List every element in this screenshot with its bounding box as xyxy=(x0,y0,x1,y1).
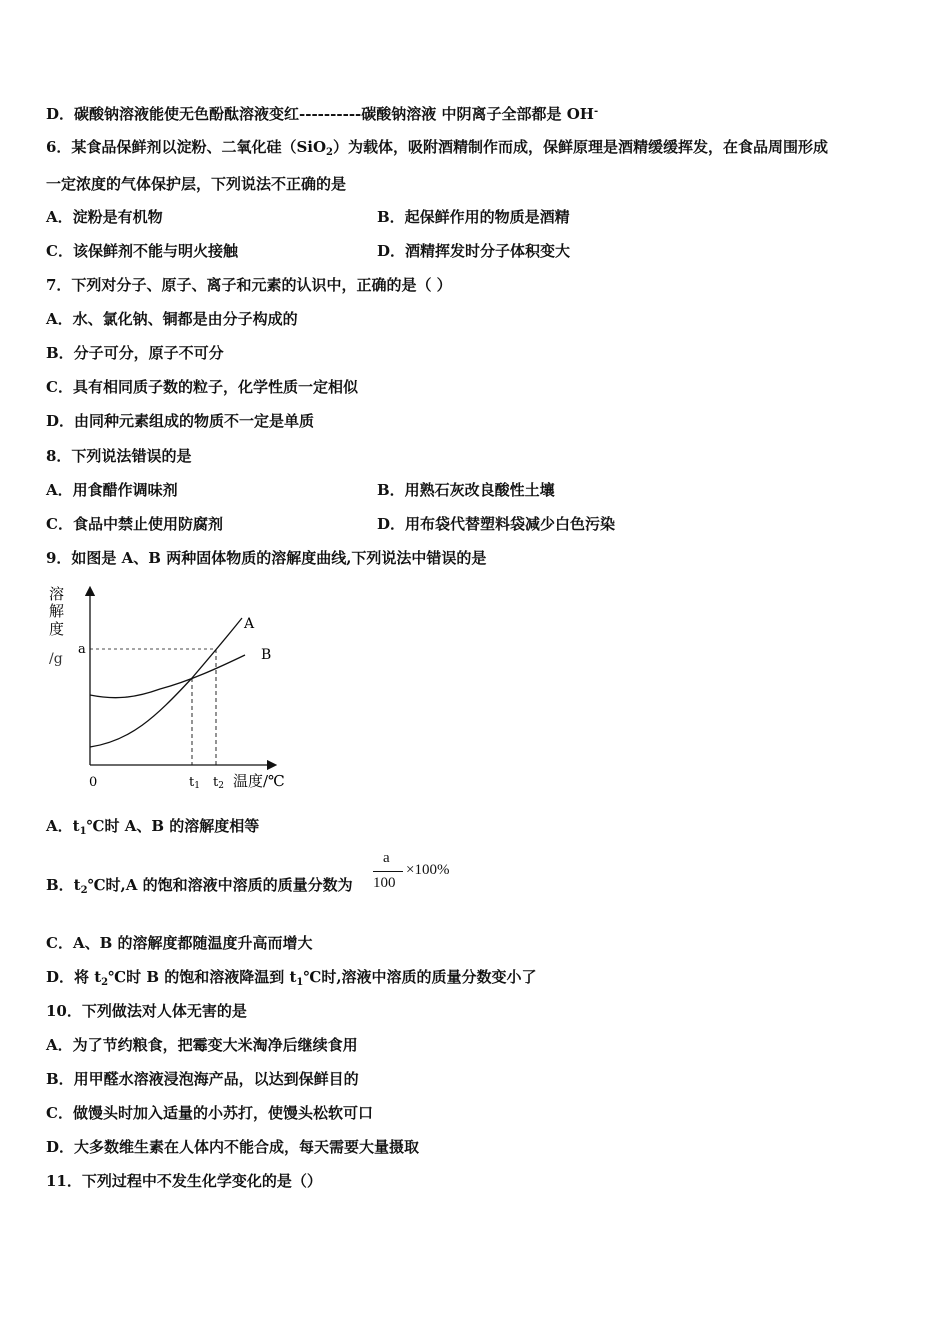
curve-a-label: A xyxy=(244,616,255,632)
curve-b-label: B xyxy=(261,647,272,663)
solubility-chart xyxy=(40,583,300,798)
q7-stem: 7．下列对分子、原子、离子和元素的认识中，正确的是（ ） xyxy=(46,276,452,294)
q5-option-d: D．碳酸钠溶液能使无色酚酞溶液变红----------碳酸钠溶液 中阴离子全部都是 OH- xyxy=(46,105,599,123)
q6-option-c: C．该保鲜剂不能与明火接触 xyxy=(46,242,238,260)
q8-option-a: A．用食醋作调味剂 xyxy=(46,481,178,499)
curve-a xyxy=(90,618,242,747)
q7-option-b: B．分子可分，原子不可分 xyxy=(46,344,224,362)
q7-option-d: D．由同种元素组成的物质不一定是单质 xyxy=(46,412,315,430)
origin-label: 0 xyxy=(89,775,98,790)
q10-option-b: B．用甲醛水溶液浸泡海产品，以达到保鲜目的 xyxy=(46,1070,359,1088)
q7-option-c: C．具有相同质子数的粒子，化学性质一定相似 xyxy=(46,378,358,396)
q9-option-b: B．$t_2℃$时,A 的饱和溶液中溶质的质量分数为 xyxy=(46,876,353,896)
q6-stem-line2: 一定浓度的气体保护层，下列说法不正确的是 xyxy=(46,175,347,193)
q7-option-a: A．水、氯化钠、铜都是由分子构成的 xyxy=(46,310,298,328)
t1-label: t1 xyxy=(189,775,200,791)
y-label-char-2: 解 xyxy=(49,602,65,620)
q6-option-b: B．起保鲜作用的物质是酒精 xyxy=(377,208,570,226)
q10-option-a: A．为了节约粮食，把霉变大米淘净后继续食用 xyxy=(46,1036,358,1054)
curve-b xyxy=(90,655,245,698)
q8-option-d: D．用布袋代替塑料袋减少白色污染 xyxy=(377,515,616,533)
q8-stem: 8．下列说法错误的是 xyxy=(46,447,192,465)
q10-option-d: D．大多数维生素在人体内不能合成，每天需要大量摄取 xyxy=(46,1138,420,1156)
y-label-char-3: 度 xyxy=(49,620,65,638)
x-axis-label: 温度/℃ xyxy=(233,772,285,790)
y-label-unit: /g xyxy=(49,651,63,667)
y-label-char-1: 溶 xyxy=(49,585,65,603)
q8-option-c: C．食品中禁止使用防腐剂 xyxy=(46,515,223,533)
q6-stem: 6．某食品保鲜剂以淀粉、二氧化硅（SiO$_2$）为载体，吸附酒精制作而成，保鲜原理是酒精缓缓挥发，在食品周围形成 xyxy=(46,138,829,158)
q9-option-d: D．将 $t_2℃$时 B 的饱和溶液降温到 $t_1℃$时,溶液中溶质的质量分数变小了 xyxy=(46,968,537,988)
q11-stem: 11．下列过程中不发生化学变化的是（） xyxy=(46,1172,322,1190)
q6-option-a: A．淀粉是有机物 xyxy=(46,208,163,226)
q6-option-d: D．酒精挥发时分子体积变大 xyxy=(377,242,571,260)
q8-option-b: B．用熟石灰改良酸性土壤 xyxy=(377,481,555,499)
q10-stem: 10．下列做法对人体无害的是 xyxy=(46,1002,247,1020)
y-tick-a: a xyxy=(78,642,86,657)
q10-option-c: C．做馒头时加入适量的小苏打，使馒头松软可口 xyxy=(46,1104,373,1122)
q9-stem: 9．如图是 A、B 两种固体物质的溶解度曲线,下列说法中错误的是 xyxy=(46,549,487,567)
q9-option-a: A．$t_1℃$时 A、B 的溶解度相等 xyxy=(46,817,260,837)
t2-label: t2 xyxy=(213,775,224,791)
q9-option-c: C．A、B 的溶解度都随温度升高而增大 xyxy=(46,934,313,952)
